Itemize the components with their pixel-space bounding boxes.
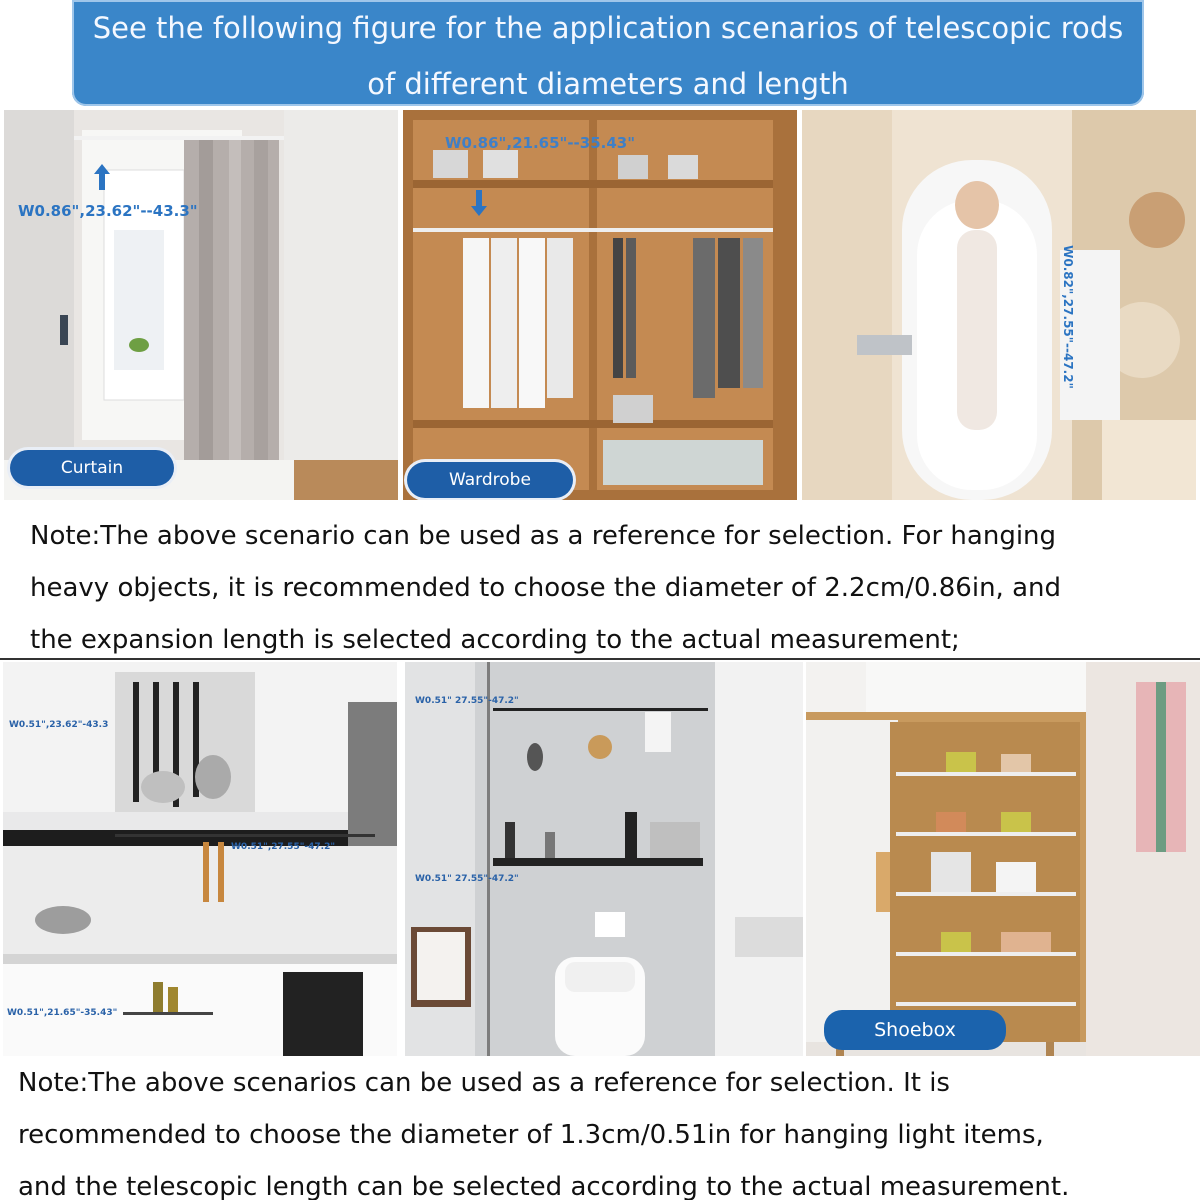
curtain-dimension: W0.86",23.62"--43.3"	[18, 202, 198, 220]
section-divider	[0, 658, 1200, 660]
wardrobe-label: Wardrobe	[407, 462, 573, 498]
curtain-scene-illustration	[4, 110, 398, 500]
note-top-line-2: heavy objects, it is recommended to choose the diameter of 2.2cm/0.86in, and	[30, 573, 1061, 603]
arrow-up-icon	[92, 162, 112, 192]
bathtub-scene-illustration	[802, 110, 1196, 500]
bathroom-dimension-2: W0.51" 27.55"-47.2"	[415, 874, 519, 884]
shoebox-scene	[806, 662, 1200, 1056]
note-bottom-line-1: Note:The above scenarios can be used as a reference for selection. It is	[18, 1068, 950, 1098]
arrow-down-icon	[469, 188, 489, 218]
note-bottom-line-3: and the telescopic length can be selected according to the actual measurement.	[18, 1172, 1070, 1200]
header-banner	[72, 0, 1144, 106]
bathtub-dimension: W0.82",27.55"--47.2"	[1061, 245, 1075, 389]
banner-line-2: of different diameters and length	[367, 67, 849, 101]
note-top-line-1: Note:The above scenario can be used as a reference for selection. For hanging	[30, 521, 1057, 551]
bathtub-scene	[802, 110, 1196, 500]
kitchen-dimension-3: W0.51",21.65"-35.43"	[7, 1008, 118, 1018]
note-top-line-3: the expansion length is selected according to the actual measurement;	[30, 625, 960, 655]
wardrobe-scene-illustration	[403, 110, 797, 500]
note-bottom	[18, 1057, 1069, 1200]
kitchen-scene	[3, 662, 397, 1056]
wardrobe-scene	[403, 110, 797, 500]
curtain-label: Curtain	[10, 450, 174, 486]
bathroom-scene	[405, 662, 803, 1056]
wardrobe-dimension: W0.86",21.65"--35.43"	[445, 134, 636, 152]
shoebox-scene-illustration	[806, 662, 1200, 1056]
banner-line-1: See the following figure for the application scenarios of telescopic rods	[92, 11, 1124, 45]
kitchen-dimension-1: W0.51",23.62"-43.3	[9, 720, 109, 730]
note-bottom-line-2: recommended to choose the diameter of 1.3cm/0.51in for hanging light items,	[18, 1120, 1044, 1150]
bathroom-scene-illustration	[405, 662, 803, 1056]
shoebox-label: Shoebox	[824, 1010, 1006, 1050]
curtain-scene	[4, 110, 398, 500]
bathroom-dimension-1: W0.51" 27.55"-47.2"	[415, 696, 519, 706]
kitchen-dimension-2: W0.51",27.55"-47.2"	[231, 842, 336, 852]
note-top	[30, 510, 1061, 666]
